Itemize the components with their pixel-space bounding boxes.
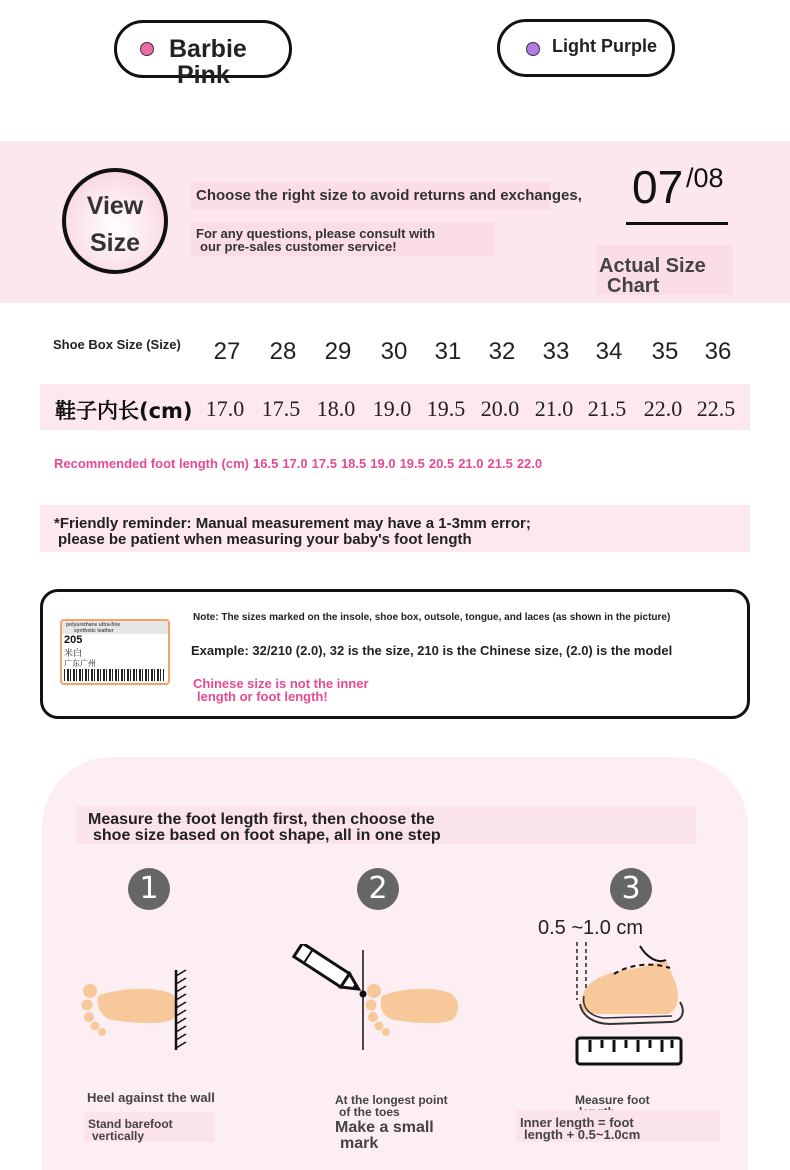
step-1-caption-a: Heel against the wall [87, 1090, 215, 1105]
size-text: Size [89, 229, 141, 257]
view-text: View [86, 192, 144, 220]
label-color: 米白 [64, 649, 83, 659]
size-cell: 36 [704, 338, 732, 365]
step-2-caption-b: Make a small mark [335, 1119, 434, 1152]
recommend-value: 18.5 [340, 456, 367, 471]
inner-length-label: 鞋子内长(cm) [55, 399, 193, 423]
friendly-reminder [54, 516, 531, 548]
reminder-line1: *Friendly reminder: Manual measurement may have a 1-3mm error; [54, 515, 531, 532]
size-cell: 28 [269, 338, 297, 365]
size-cell: 27 [213, 338, 241, 365]
tip-main: Choose the right size to avoid returns and exchanges, [196, 187, 582, 204]
reminder-line2: please be patient when measuring your baby's foot length [58, 531, 472, 548]
page-number-underline [626, 222, 728, 225]
recommend-value: 16.5 [253, 456, 279, 471]
pencil-mark-icon [290, 944, 465, 1054]
recommend-value: 22.0 [516, 456, 543, 471]
heel-against-wall-icon [76, 964, 196, 1054]
page-total: /08 [686, 163, 724, 193]
recommend-value: 17.0 [282, 456, 308, 471]
recommend-values [253, 456, 546, 471]
inner-length-cell: 17.5 [261, 396, 301, 421]
recommend-label: Recommended foot length (cm) [54, 456, 250, 471]
color-name-line2: Pink [177, 61, 230, 89]
step-3-caption-b: Inner length = foot length + 0.5~1.0cm [520, 1115, 641, 1142]
note-line1: Note: The sizes marked on the insole, shoe box, outsole, tongue, and laces (as shown in the picture) [193, 612, 671, 623]
inner-length-cell: 21.0 [534, 396, 574, 421]
color-name: Light Purple [552, 36, 657, 56]
inner-length-cell: 19.0 [372, 396, 412, 421]
inner-length-cell: 18.0 [316, 396, 356, 421]
recommend-value: 21.5 [487, 456, 513, 471]
label-origin: 广东广州 [64, 659, 96, 668]
purple-swatch-icon [526, 42, 540, 56]
color-name-line1: Barbie [169, 35, 247, 63]
step-1-caption-b: Stand barefoot vertically [88, 1117, 173, 1143]
size-cell: 29 [324, 338, 352, 365]
size-cell: 34 [595, 338, 623, 365]
size-cell: 31 [434, 338, 462, 365]
inner-length-cell: 19.5 [426, 396, 466, 421]
inner-length-cell: 22.0 [643, 396, 683, 421]
recommend-value: 20.5 [428, 456, 455, 471]
color-option-barbie-pink[interactable] [114, 20, 292, 89]
size-cell: 30 [380, 338, 408, 365]
size-cell: 35 [651, 338, 679, 365]
size-cell: 32 [488, 338, 516, 365]
recommend-value: 19.0 [370, 456, 396, 471]
shoe-ruler-icon [570, 940, 690, 1070]
shoe-box-size-label: Shoe Box Size (Size) [53, 337, 181, 352]
barcode-icon [64, 669, 164, 681]
label-material: polyurethane ultra-fine synthetic leather [66, 622, 121, 634]
recommend-value: 17.5 [311, 456, 337, 471]
recommended-foot-length [54, 456, 550, 471]
step-1-badge: 1 [128, 868, 170, 910]
shoe-label-image [60, 619, 170, 685]
step-2-badge: 2 [357, 868, 399, 910]
step-3-badge: 3 [610, 868, 652, 910]
note-line2: Example: 32/210 (2.0), 32 is the size, 210 is the Chinese size, (2.0) is the model [191, 643, 673, 658]
tip-sub-line2: our pre-sales customer service! [200, 239, 397, 254]
step-3-caption-a: Measure foot [575, 1093, 650, 1107]
measure-title-line1: Measure the foot length first, then choose the [88, 811, 435, 828]
step-2-caption-a: At the longest point of the toes [335, 1093, 448, 1119]
chart-title-line1: Actual Size [599, 255, 706, 277]
measure-title-line2: shoe size based on foot shape, all in one step [93, 827, 441, 844]
page-number: 07 [632, 161, 684, 213]
pink-swatch-icon [140, 42, 154, 56]
inner-length-cell: 21.5 [587, 396, 627, 421]
inner-length-cell: 20.0 [480, 396, 520, 421]
warning-line1: Chinese size is not the inner [193, 676, 369, 691]
size-cell: 33 [542, 338, 570, 365]
view-size-badge [62, 168, 168, 274]
recommend-value: 21.0 [458, 456, 484, 471]
inner-length-cell: 22.5 [696, 396, 736, 421]
gap-label: 0.5 ~1.0 cm [538, 917, 644, 939]
measure-title [88, 812, 441, 844]
label-size: 205 [64, 634, 83, 646]
tip-sub-line1: For any questions, please consult with [196, 226, 436, 241]
chart-title-line2: Chart [607, 275, 660, 297]
color-option-light-purple[interactable] [497, 19, 675, 77]
recommend-value: 19.5 [399, 456, 425, 471]
warning-line2: length or foot length! [197, 689, 328, 704]
chinese-size-warning [193, 677, 369, 703]
inner-length-cell: 17.0 [205, 396, 245, 421]
